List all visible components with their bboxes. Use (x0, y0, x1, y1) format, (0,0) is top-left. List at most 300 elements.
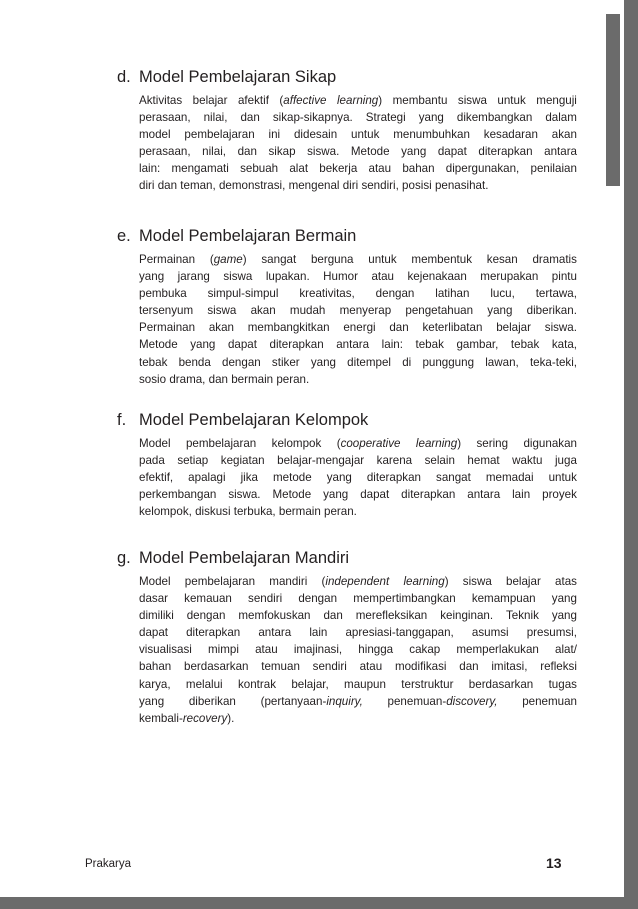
body-word (139, 641, 192, 658)
body-word (402, 160, 434, 177)
text-run: lupakan. (265, 270, 310, 284)
body-word (422, 319, 482, 336)
body-word (497, 92, 525, 109)
text-run: Teknik (506, 609, 539, 623)
text-run: bermain (278, 505, 321, 519)
body-word (221, 452, 265, 469)
text-run: jika (240, 471, 258, 485)
body-word (139, 92, 182, 109)
body-word (273, 109, 353, 126)
text-run: yang (418, 111, 444, 125)
text-run: bermain (231, 372, 274, 386)
body-word (366, 109, 406, 126)
text-run: belajar (192, 94, 228, 107)
text-run: Model (139, 575, 171, 588)
text-run: ( (336, 437, 341, 450)
text-run: memfokuskan (238, 609, 311, 623)
section-kelompok (117, 410, 577, 520)
body-word (511, 336, 539, 353)
text-run: kelompok, (139, 505, 192, 519)
text-run: sikap (268, 145, 296, 159)
text-run: ( (321, 575, 326, 588)
body-line (139, 285, 577, 302)
text-run: dan (240, 111, 260, 125)
text-run: tebak (510, 338, 540, 352)
text-run: atau (368, 162, 392, 176)
body-word (549, 469, 577, 486)
text-run: proyek (542, 488, 577, 502)
text-run: teman, (180, 179, 216, 193)
body-word (222, 354, 261, 371)
body-word (279, 503, 324, 520)
text-run: bahan (139, 660, 172, 674)
body-word (241, 469, 258, 486)
body-word (238, 143, 257, 160)
text-run: bahan (402, 162, 435, 176)
italic-term: recovery (182, 711, 228, 725)
text-run: membantu (392, 94, 448, 107)
body-line (139, 160, 577, 177)
body-word (532, 251, 576, 268)
body-word (290, 302, 325, 319)
text-run: ) (242, 253, 247, 266)
text-run: merefleksikan (355, 609, 428, 623)
text-run: lain (512, 488, 531, 502)
body-word (139, 590, 168, 607)
body-word (327, 469, 352, 486)
footer-book-title: Prakarya (85, 858, 132, 870)
body-line (139, 676, 577, 693)
body-word (238, 676, 276, 693)
body-word (185, 573, 255, 590)
italic-term: independent (325, 575, 390, 588)
text-run: atas (555, 575, 577, 588)
body-word (309, 624, 327, 641)
body-word (555, 452, 577, 469)
italic-term: learning (415, 437, 458, 450)
body-word (311, 354, 336, 371)
text-run: lain: (139, 162, 161, 176)
text-run: setiap (177, 454, 209, 468)
body-line (139, 452, 577, 469)
body-word (139, 319, 195, 336)
body-word (368, 251, 396, 268)
body-word (552, 590, 577, 607)
text-run: sering (476, 437, 509, 450)
text-run: latihan (435, 287, 470, 301)
page-number: 13 (546, 855, 562, 871)
body-line (139, 92, 577, 109)
text-run: siswa (457, 94, 487, 107)
text-run: mengamati (171, 162, 229, 176)
body-word (486, 469, 534, 486)
body-word (193, 92, 228, 109)
text-run: dapat (360, 488, 390, 502)
body-word (353, 590, 455, 607)
body-line (139, 319, 577, 336)
text-run: memadai (485, 471, 534, 485)
body-word (294, 126, 337, 143)
text-run: dengan (375, 287, 415, 301)
text-run: sendiri (312, 660, 347, 674)
text-run: sangat (436, 471, 471, 485)
body-word (255, 641, 278, 658)
body-word (419, 109, 444, 126)
text-run: kegiatan (220, 454, 265, 468)
text-run: yang (323, 488, 349, 502)
text-run: imitasi, (491, 660, 528, 674)
text-run: ini (268, 128, 281, 142)
body-word (478, 143, 532, 160)
body-word (238, 607, 310, 624)
body-word (506, 573, 541, 590)
text-run: punggung (422, 355, 475, 369)
text-run: berdasarkan (184, 660, 249, 674)
body-word (139, 624, 168, 641)
body-word (272, 354, 300, 371)
text-run: atau (371, 270, 395, 284)
body-line (139, 354, 577, 371)
text-run: efektif, (139, 471, 174, 485)
body-word (277, 452, 364, 469)
body-word (523, 435, 577, 452)
text-run: refleksi (540, 660, 577, 674)
text-run: mimpi (208, 643, 239, 657)
body-word (269, 573, 307, 590)
body-word (270, 336, 324, 353)
text-run: sendiri, (361, 179, 399, 193)
text-run: tugas (548, 677, 577, 691)
body-word (435, 177, 489, 194)
page-edge-marker (606, 14, 620, 186)
text-run: terstruktur (401, 677, 454, 691)
body-word (401, 486, 455, 503)
text-run: kesan (486, 253, 518, 266)
body-word (485, 354, 519, 371)
body-word (496, 319, 531, 336)
body-word (261, 658, 300, 675)
text-run: ) (378, 94, 383, 107)
body-word (549, 676, 577, 693)
text-run: Aktivitas (139, 94, 183, 107)
body-word (139, 693, 164, 710)
body-word (311, 251, 354, 268)
body-word (457, 109, 532, 126)
text-run: pembelajaran (185, 437, 257, 450)
text-run: memperlakukan (456, 643, 539, 657)
text-run: yang (190, 338, 216, 352)
body-line (139, 469, 577, 486)
text-run: diterapkan (366, 471, 422, 485)
body-word (219, 177, 289, 194)
section-sikap (117, 67, 577, 195)
body-word (180, 177, 219, 194)
body-word (522, 693, 577, 710)
text-run: kembali- (139, 711, 183, 725)
body-line (139, 268, 577, 285)
text-run: lain (309, 626, 328, 640)
body-word (186, 676, 223, 693)
body-word (371, 268, 394, 285)
text-run: tebak (415, 338, 444, 352)
body-word (139, 469, 173, 486)
body-word (544, 143, 577, 160)
body-word (289, 160, 308, 177)
text-run: presumsi, (526, 626, 577, 640)
body-word (188, 469, 225, 486)
body-word (480, 268, 538, 285)
body-word (405, 302, 473, 319)
text-run: dapat (227, 338, 257, 352)
text-run: energi (343, 321, 376, 335)
text-run: dan (157, 179, 178, 193)
body-word (266, 268, 310, 285)
body-word (531, 160, 577, 177)
body-word (382, 336, 403, 353)
body-word (343, 319, 375, 336)
text-run: mempertimbangkan (353, 592, 456, 606)
italic-term: cooperative (340, 437, 401, 450)
body-line (139, 109, 577, 126)
section-heading (117, 548, 577, 568)
text-run: Humor (323, 270, 358, 284)
text-run: mudah (289, 304, 326, 318)
text-run: yang (310, 355, 336, 369)
text-run: dengan (298, 592, 338, 606)
text-run: berguna (310, 253, 354, 266)
text-run: antara (336, 338, 370, 352)
text-run: peran. (324, 505, 357, 519)
text-run: lucu, (490, 287, 515, 301)
text-run: keinginan. (440, 609, 494, 623)
text-run: dan (389, 321, 409, 335)
body-word (367, 469, 421, 486)
body-word (178, 268, 210, 285)
text-run: dan (208, 372, 228, 386)
body-word (139, 371, 169, 388)
body-word (187, 607, 226, 624)
body-word (323, 607, 342, 624)
italic-term: learning (403, 575, 445, 588)
text-run: visualisasi (139, 643, 192, 657)
text-run: yang (139, 694, 165, 708)
body-word (360, 658, 383, 675)
italic-term: inquiry, (326, 694, 363, 708)
body-line (139, 126, 577, 143)
body-word (204, 109, 228, 126)
text-run: peran. (276, 372, 310, 386)
text-run: terbuka, (233, 505, 276, 519)
body-word (463, 573, 492, 590)
body-line (139, 336, 577, 353)
body-line (139, 693, 577, 710)
section-mandiri (117, 548, 577, 727)
body-word (240, 160, 278, 177)
text-run: tebak (139, 355, 168, 369)
text-run: yang (551, 609, 577, 623)
body-line (139, 177, 577, 194)
text-run: diri (139, 179, 155, 193)
body-word (223, 268, 252, 285)
body-word (343, 177, 362, 194)
section-letter: e. (117, 227, 131, 245)
text-run: sangat (261, 253, 297, 266)
text-run: diskusi (195, 505, 231, 519)
body-word (207, 302, 236, 319)
text-run: pengetahuan (405, 304, 474, 318)
body-word (487, 251, 518, 268)
text-run: Metode (272, 488, 312, 502)
text-run: ditempel (347, 355, 391, 369)
text-run: pembuka (139, 287, 187, 301)
body-word (313, 658, 347, 675)
body-line (139, 607, 577, 624)
body-word (139, 285, 187, 302)
body-word (456, 336, 498, 353)
body-word (319, 160, 357, 177)
text-run: siswa. (544, 321, 577, 335)
text-run: siswa (223, 270, 253, 284)
body-word (139, 177, 158, 194)
text-run: sebuah (240, 162, 279, 176)
text-run: yang (487, 304, 513, 318)
body-word (527, 302, 577, 319)
body-word (555, 573, 577, 590)
body-word (527, 624, 577, 641)
body-word (540, 658, 577, 675)
section-bermain (117, 226, 577, 388)
body-word (158, 177, 181, 194)
body-word (467, 452, 499, 469)
text-run: Model (139, 437, 171, 450)
body-word (231, 371, 276, 388)
body-word (228, 486, 260, 503)
text-run: juga (554, 454, 577, 468)
body-word (322, 573, 390, 590)
text-run: pada (139, 454, 165, 468)
text-run: kemampuan (471, 592, 536, 606)
body-word (172, 160, 229, 177)
text-run: dramatis (532, 253, 577, 266)
text-run: (pertanyaan- (260, 694, 327, 708)
text-run: penemuan (522, 694, 577, 708)
body-word (139, 268, 164, 285)
body-word (469, 676, 533, 693)
text-run: Metode (139, 338, 178, 352)
body-word (552, 336, 577, 353)
body-word (184, 658, 248, 675)
body-word (251, 302, 276, 319)
text-run: penilaian (530, 162, 577, 176)
body-word (422, 354, 474, 371)
section-body (139, 92, 577, 195)
body-word (401, 143, 426, 160)
section-heading (117, 67, 577, 87)
body-word (545, 319, 577, 336)
body-word (536, 285, 577, 302)
text-run: hemat (467, 454, 500, 468)
body-line (139, 371, 577, 388)
text-run: metode (273, 471, 312, 485)
body-word (323, 486, 348, 503)
body-word (186, 624, 240, 641)
section-heading (117, 226, 577, 246)
body-word (248, 319, 330, 336)
body-word (139, 143, 191, 160)
text-run: apalagi (188, 471, 226, 485)
text-run: kontrak (237, 677, 276, 691)
body-word (393, 126, 470, 143)
body-word (435, 285, 469, 302)
body-word (467, 486, 500, 503)
body-word (340, 302, 392, 319)
body-word (490, 285, 515, 302)
text-run: kejenakaan (407, 270, 467, 284)
body-word (177, 452, 208, 469)
body-word (139, 503, 195, 520)
section-title: Model Pembelajaran Kelompok (139, 411, 369, 429)
body-word (351, 126, 379, 143)
body-word (139, 354, 167, 371)
body-word (272, 435, 322, 452)
body-word (344, 676, 386, 693)
section-body (139, 573, 577, 727)
body-word (240, 109, 259, 126)
text-run: kemauan (184, 592, 232, 606)
text-run: kelompok (271, 437, 322, 450)
text-run: diterapkan (186, 626, 241, 640)
body-word (324, 503, 357, 520)
body-word (179, 354, 211, 371)
body-word (408, 268, 467, 285)
text-run: untuk (368, 253, 397, 266)
body-word (209, 319, 234, 336)
text-run: alat (289, 162, 309, 176)
text-run: atau (359, 660, 383, 674)
text-run: pembelajaran (184, 128, 255, 142)
section-letter: d. (117, 68, 131, 86)
text-run: mandiri (269, 575, 308, 588)
text-run: belajar (496, 321, 531, 335)
body-word (190, 336, 215, 353)
body-word (258, 624, 291, 641)
text-run: perasaan, (139, 111, 191, 125)
body-word (139, 710, 234, 727)
body-word (472, 590, 536, 607)
body-word (272, 486, 311, 503)
body-word (209, 371, 232, 388)
body-word (345, 624, 453, 641)
body-word (337, 92, 382, 109)
body-word (299, 285, 354, 302)
text-run: belajar (506, 575, 541, 588)
body-word (476, 435, 508, 452)
body-word (298, 590, 337, 607)
text-run: yang (139, 270, 165, 284)
body-line (139, 143, 577, 160)
body-word (139, 658, 171, 675)
text-run: untuk (548, 471, 577, 485)
text-run: membentuk (411, 253, 472, 266)
text-run: ) (444, 575, 449, 588)
body-word (248, 590, 282, 607)
body-word (139, 452, 165, 469)
text-run: siswa. (228, 488, 261, 502)
text-run: karena (376, 454, 413, 468)
body-line (139, 573, 577, 590)
text-run: perasaan, (139, 145, 191, 159)
text-run: modifikasi (394, 660, 447, 674)
